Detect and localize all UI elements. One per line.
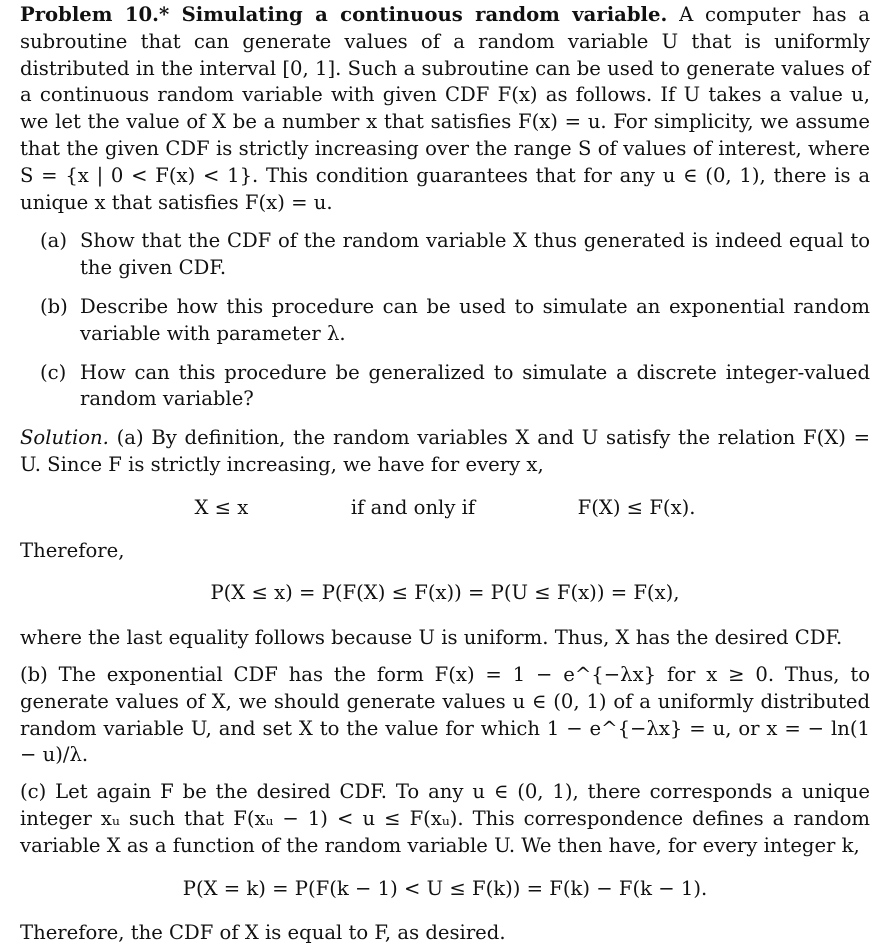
problem-statement <box>20 2 870 216</box>
equation-iff-middle: if and only if <box>350 495 476 519</box>
equation-iff-right: F(X) ≤ F(x). <box>577 495 696 519</box>
solution-part-b: (b) The exponential CDF has the form F(x) = 1 − e^{−λx} for x ≥ 0. Thus, to generate values of X, we should generate values u ∈ (0, 1) of a uniformly distributed random variable U, and set X to the value for which 1 − e^{−λx} = u, or x = − ln(1 − u)/λ. <box>20 662 870 767</box>
equation-iff <box>20 495 870 522</box>
problem-part-b <box>20 294 870 348</box>
solution-a-text: (a) By definition, the random variables X and U satisfy the relation F(X) = U. Since F is strictly increasing, we have for every x, <box>20 426 870 476</box>
problem-part-c <box>20 360 870 414</box>
solution-final: Therefore, the CDF of X is equal to F, as desired. <box>20 921 506 945</box>
equation-discrete: P(X = k) = P(F(k − 1) < U ≤ F(k)) = F(k) − F(k − 1). <box>182 876 708 900</box>
solution-part-a <box>20 425 870 479</box>
problem-part-a <box>20 228 870 282</box>
problem-intro: A computer has a subroutine that can generate values of a random variable U that is uniformly distributed in the interval [0, 1]. Such a subroutine can be used to generate values of a continuous random variable with given CDF F(x) as follows. If U takes a value u, we let the value of X be a number x that satisfies F(x) = u. For simplicity, we assume that the given CDF is strictly increasing over the range S of values of interest, where S = {x | 0 < F(x) < 1}. This condition guarantees that for any u ∈ (0, 1), there is a unique x that satisfies F(x) = u. <box>20 3 870 214</box>
part-label: (a) <box>40 229 67 253</box>
part-label: (c) <box>40 360 67 384</box>
part-text: How can this procedure be generalized to simulate a discrete integer-valued random variable? <box>80 360 870 411</box>
solution-a-conclusion: where the last equality follows because U is uniform. Thus, X has the desired CDF. <box>20 626 843 650</box>
solution-part-c: (c) Let again F be the desired CDF. To any u ∈ (0, 1), there corresponds a unique integer xᵤ such that F(xᵤ − 1) < u ≤ F(xᵤ). This correspondence defines a random variable X as a function of the random variable U. We then have, for every integer k, <box>20 780 870 857</box>
equation-iff-left: X ≤ x <box>194 495 249 519</box>
solution-title: Solution. <box>20 426 109 450</box>
problem-parts <box>20 228 870 413</box>
part-label: (b) <box>40 294 68 318</box>
part-text: Show that the CDF of the random variable X thus generated is indeed equal to the given CDF. <box>80 229 870 280</box>
equation-cdf: P(X ≤ x) = P(F(X) ≤ F(x)) = P(U ≤ F(x)) = F(x), <box>210 581 680 605</box>
therefore-text: Therefore, <box>20 538 125 562</box>
problem-heading: Problem 10.* Simulating a continuous random variable. <box>20 3 668 26</box>
part-text: Describe how this procedure can be used to simulate an exponential random variable with parameter λ. <box>80 294 870 345</box>
